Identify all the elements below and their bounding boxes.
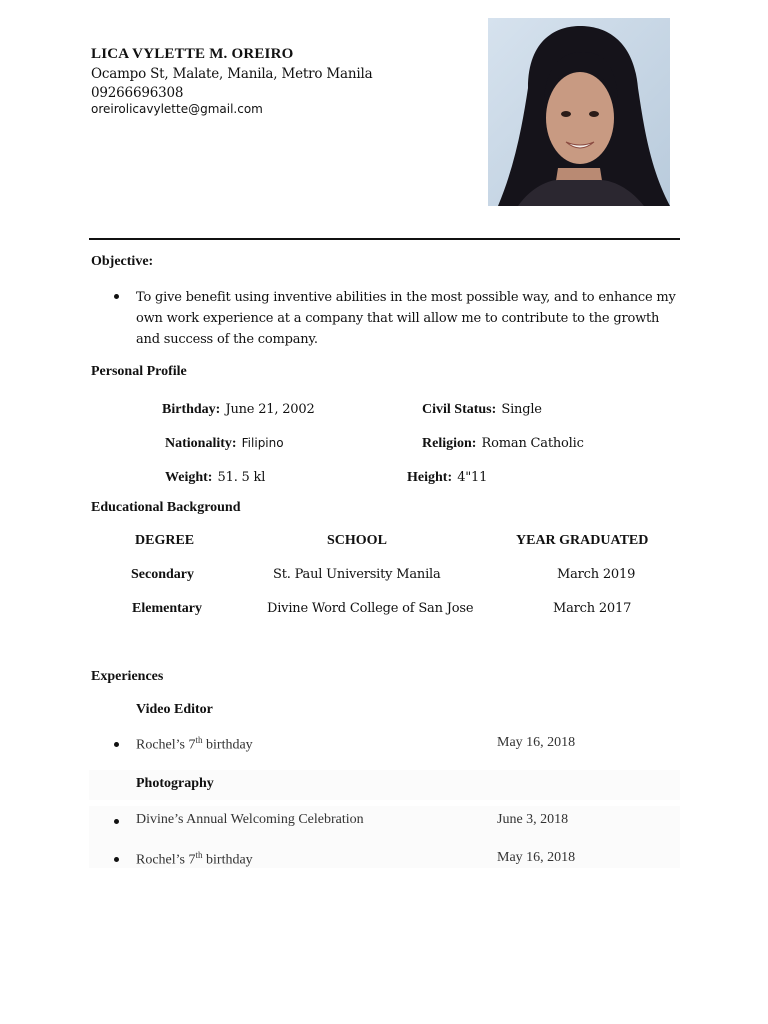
experience-group-title: Video Editor xyxy=(136,702,213,717)
applicant-email: oreirolicavylette@gmail.com xyxy=(91,102,263,116)
column-header-degree: DEGREE xyxy=(135,533,195,548)
height-label: Height: xyxy=(407,470,453,485)
applicant-photo xyxy=(488,18,670,206)
nationality-field xyxy=(165,432,284,452)
education-year: March 2017 xyxy=(553,601,632,616)
experience-date: May 16, 2018 xyxy=(497,850,576,865)
applicant-name: LICA VYLETTE M. OREIRO xyxy=(91,46,294,62)
education-degree: Elementary xyxy=(132,601,202,616)
column-header-school: SCHOOL xyxy=(327,533,387,548)
birthday-field xyxy=(162,398,315,418)
weight-label: Weight: xyxy=(165,470,213,485)
civil-status-value: Single xyxy=(501,402,542,417)
civil-status-label: Civil Status: xyxy=(422,402,497,417)
religion-label: Religion: xyxy=(422,436,477,451)
religion-value: Roman Catholic xyxy=(481,436,584,451)
bullet-icon xyxy=(114,742,119,747)
objective-heading: Objective: xyxy=(91,254,154,269)
weight-field xyxy=(165,466,265,486)
personal-profile-heading: Personal Profile xyxy=(91,364,187,379)
objective-text: To give benefit using inventive abilities in the most possible way, and to enhance my own work experience at a company that will allow me to contribute to the growth and success of the company. xyxy=(136,290,676,347)
bullet-icon xyxy=(114,819,119,824)
education-year: March 2019 xyxy=(557,567,636,582)
education-degree: Secondary xyxy=(131,567,194,582)
religion-field xyxy=(422,432,584,452)
birthday-label: Birthday: xyxy=(162,402,221,417)
experiences-heading: Experiences xyxy=(91,669,164,684)
experience-date: May 16, 2018 xyxy=(497,735,576,750)
bullet-icon xyxy=(114,294,119,299)
height-field xyxy=(407,466,487,486)
experience-group-title: Photography xyxy=(136,776,214,791)
birthday-value: June 21, 2002 xyxy=(225,402,315,417)
experience-event: Divine’s Annual Welcoming Celebration xyxy=(136,812,364,827)
column-header-year: YEAR GRADUATED xyxy=(516,533,649,548)
experience-event: Rochel’s 7th birthday xyxy=(136,850,253,868)
nationality-label: Nationality: xyxy=(165,436,237,451)
education-school: St. Paul University Manila xyxy=(273,567,441,582)
education-school: Divine Word College of San Jose xyxy=(267,601,474,616)
bullet-icon xyxy=(114,857,119,862)
applicant-phone: 09266696308 xyxy=(91,85,184,101)
weight-value: 51. 5 kl xyxy=(217,470,266,485)
header-divider xyxy=(89,238,680,240)
civil-status-field xyxy=(422,398,542,418)
nationality-value: Filipino xyxy=(241,436,284,450)
height-value: 4"11 xyxy=(457,470,488,485)
applicant-address: Ocampo St, Malate, Manila, Metro Manila xyxy=(91,66,373,82)
experience-event: Rochel’s 7th birthday xyxy=(136,735,253,753)
portrait-image xyxy=(488,18,670,206)
experience-date: June 3, 2018 xyxy=(497,812,569,827)
education-heading: Educational Background xyxy=(91,500,241,515)
